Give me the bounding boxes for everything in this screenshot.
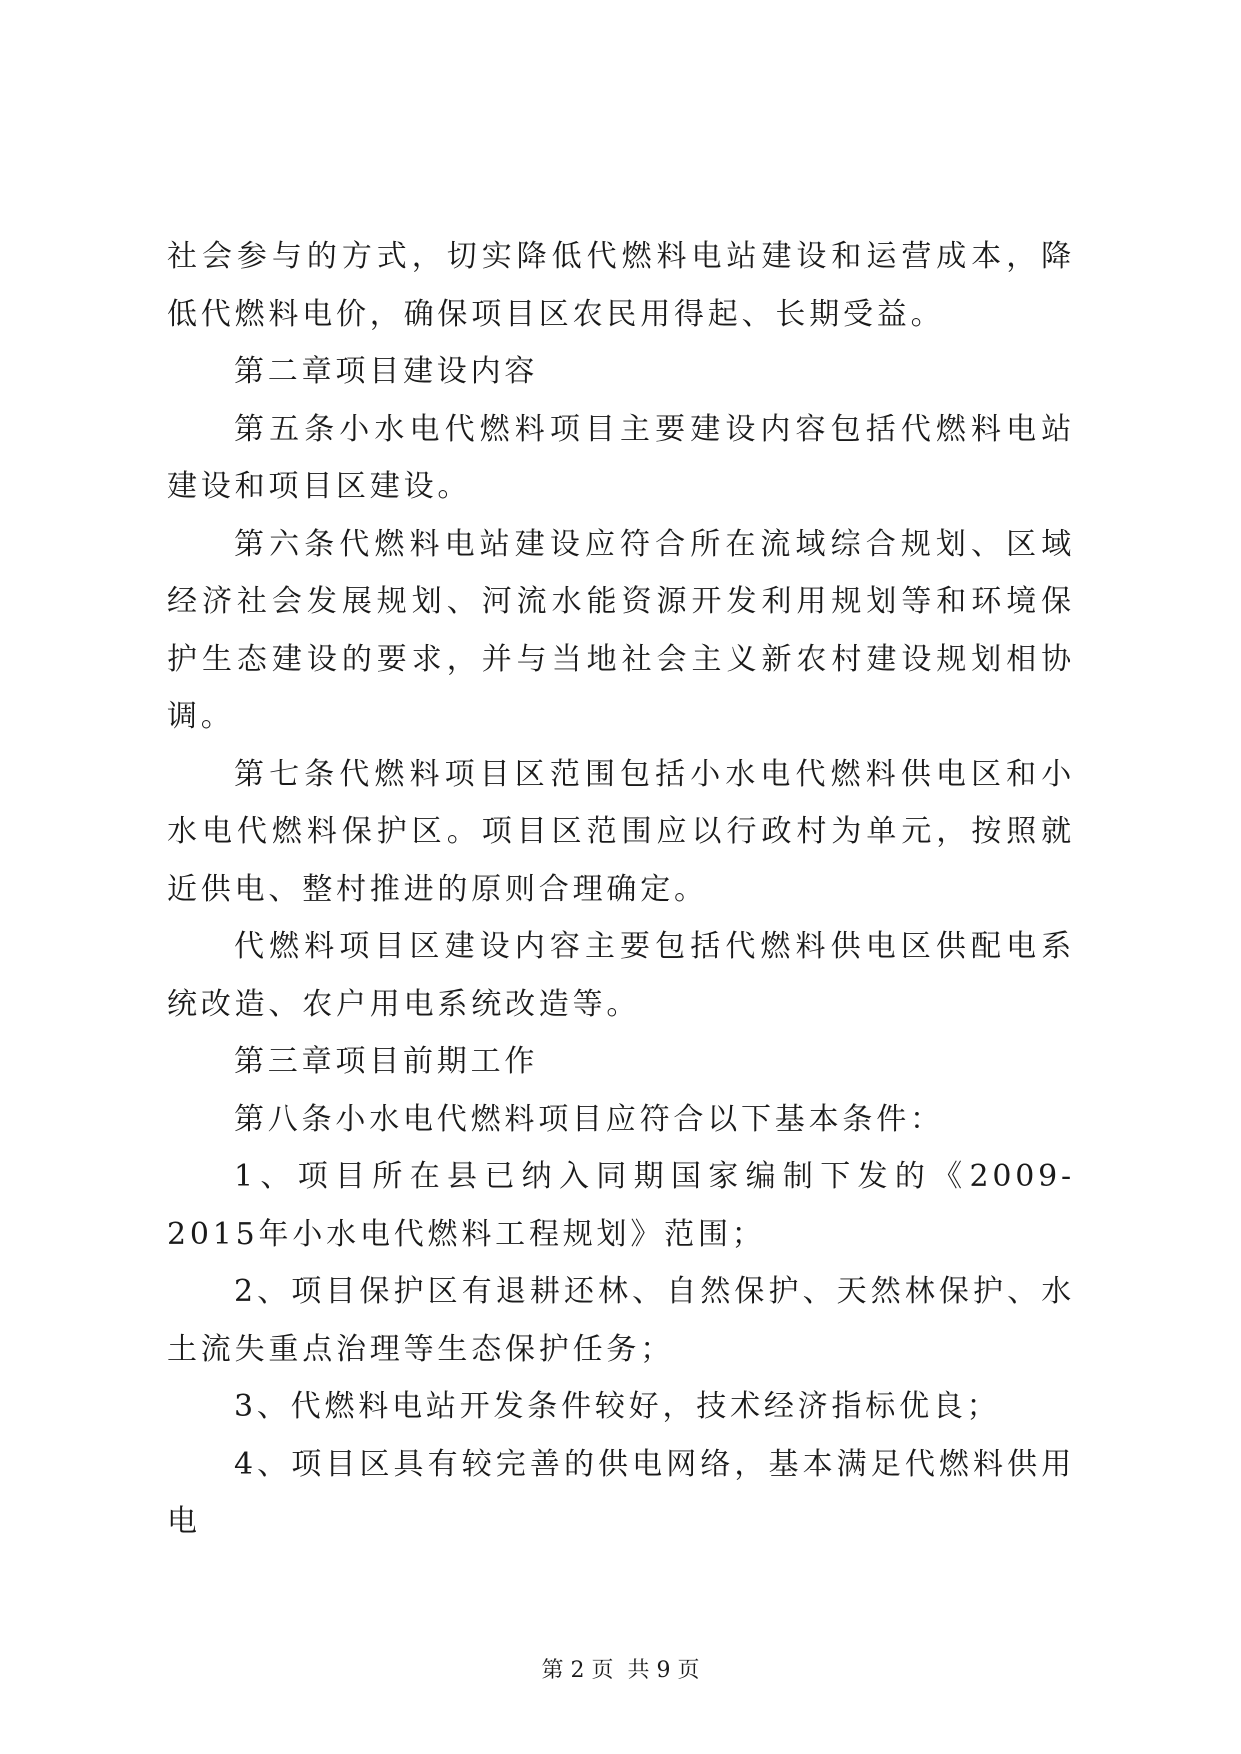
page-footer <box>0 1656 1241 1686</box>
condition-1: 1、项目所在县已纳入同期国家编制下发的《2009-2015年小水电代燃料工程规划》范围； <box>167 1159 1075 1252</box>
article-5: 第五条小水电代燃料项目主要建设内容包括代燃料电站建设和项目区建设。 <box>167 411 1075 504</box>
page-number-label: 第 2 页 共 9 页 <box>541 1658 700 1683</box>
condition-3: 3、代燃料电站开发条件较好，技术经济指标优良； <box>234 1389 1001 1424</box>
condition-4: 4、项目区具有较完善的供电网络，基本满足代燃料供用电 <box>167 1446 1075 1539</box>
paragraph-continuation: 社会参与的方式，切实降低代燃料电站建设和运营成本，降低代燃料电价，确保项目区农民用得起、长期受益。 <box>167 239 1075 332</box>
chapter-heading-3: 第三章项目前期工作 <box>234 1044 539 1079</box>
article-6: 第六条代燃料电站建设应符合所在流域综合规划、区域经济社会发展规划、河流水能资源开发利用规划等和环境保护生态建设的要求，并与当地社会主义新农村建设规划相协调。 <box>167 526 1075 734</box>
article-7: 第七条代燃料项目区范围包括小水电代燃料供电区和小水电代燃料保护区。项目区范围应以行政村为单元，按照就近供电、整村推进的原则合理确定。 <box>167 756 1075 907</box>
condition-2: 2、项目保护区有退耕还林、自然保护、天然林保护、水土流失重点治理等生态保护任务； <box>167 1274 1075 1367</box>
article-8: 第八条小水电代燃料项目应符合以下基本条件： <box>234 1101 944 1137</box>
article-7-supplement: 代燃料项目区建设内容主要包括代燃料供电区供配电系统改造、农户用电系统改造等。 <box>167 929 1075 1022</box>
chapter-heading-2: 第二章项目建设内容 <box>234 354 539 389</box>
document-body <box>167 228 1075 1551</box>
